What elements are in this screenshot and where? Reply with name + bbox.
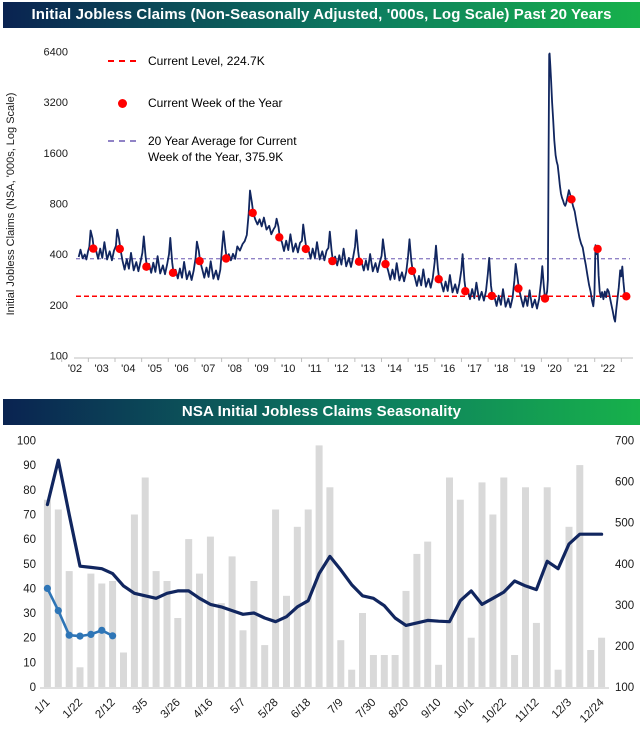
- seasonality-bar: [370, 655, 377, 687]
- seasonality-bar: [164, 581, 171, 687]
- current-week-dot: [355, 258, 363, 266]
- top-x-tick-label: '19: [520, 363, 536, 375]
- legend-average-label-line1: 20 Year Average for Current: [148, 134, 297, 148]
- seasonality-bar: [348, 670, 355, 687]
- seasonality-bar: [381, 655, 388, 687]
- bottom-left-tick-label: 30: [23, 608, 36, 621]
- seasonality-bar: [283, 596, 290, 687]
- seasonality-bar: [424, 542, 431, 687]
- seasonality-bar: [316, 445, 323, 687]
- top-y-tick-label: 400: [49, 249, 68, 262]
- current-week-dot: [435, 275, 443, 283]
- current-year-marker: [44, 585, 51, 592]
- current-week-dot: [275, 233, 283, 241]
- top-x-tick-label: '22: [600, 363, 616, 375]
- legend-item-current-level: [108, 53, 265, 69]
- bottom-x-tick-label: 5/28: [256, 696, 281, 721]
- top-x-tick-label: '06: [174, 363, 189, 375]
- bottom-left-tick-label: 70: [23, 509, 36, 522]
- bottom-left-tick-label: 0: [29, 682, 36, 694]
- current-week-dot: [142, 263, 150, 271]
- current-week-dot: [408, 267, 416, 275]
- top-x-tick-label: '21: [574, 363, 589, 375]
- bottom-x-tick-label: 3/5: [130, 696, 151, 717]
- top-x-tick-label: '15: [414, 363, 429, 375]
- bottom-x-tick-label: 1/1: [32, 696, 53, 717]
- bottom-right-tick-label: 300: [615, 599, 635, 612]
- seasonality-bar: [272, 510, 279, 688]
- top-x-tick-label: '09: [254, 363, 269, 375]
- top-chart-title: Initial Jobless Claims (Non-Seasonally Adjusted, '000s, Log Scale) Past 20 Years: [3, 2, 640, 28]
- current-week-dot: [488, 292, 496, 300]
- seasonality-bar: [218, 603, 225, 687]
- legend-current-level-label: Current Level, 224.7K: [148, 54, 265, 68]
- current-week-dot: [567, 195, 575, 203]
- seasonality-bar: [403, 591, 410, 687]
- current-week-dot: [195, 257, 203, 265]
- top-x-tick-label: '14: [387, 363, 402, 375]
- current-year-marker: [55, 607, 62, 614]
- top-y-tick-label: 200: [49, 299, 68, 312]
- bottom-x-tick-label: 5/7: [228, 696, 249, 717]
- seasonality-bar: [153, 571, 160, 687]
- top-y-tick-label: 1600: [43, 147, 68, 160]
- bottom-x-tick-label: 12/3: [549, 696, 575, 721]
- bottom-left-tick-label: 20: [23, 632, 36, 645]
- top-x-tick-label: '18: [494, 363, 509, 375]
- seasonality-bar: [87, 574, 94, 687]
- top-y-tick-label: 6400: [43, 46, 68, 59]
- seasonality-bar: [555, 670, 562, 687]
- red-dot-icon: [118, 99, 127, 108]
- current-year-marker: [109, 632, 116, 639]
- current-week-dot: [622, 292, 630, 300]
- bottom-right-tick-label: 100: [615, 682, 635, 694]
- top-x-tick-label: '16: [440, 363, 456, 375]
- current-week-dot: [169, 269, 177, 277]
- seasonality-bar: [468, 638, 475, 687]
- bottom-x-tick-label: 4/16: [191, 696, 216, 721]
- top-x-tick-label: '12: [334, 363, 349, 375]
- bottom-x-tick-label: 7/9: [326, 696, 346, 717]
- seasonality-bar: [142, 478, 149, 688]
- seasonality-bar: [196, 574, 203, 687]
- seasonality-bar: [533, 623, 540, 687]
- bottom-x-tick-label: 7/30: [354, 696, 379, 721]
- seasonal-average-line: [47, 460, 601, 625]
- seasonality-bar: [500, 478, 507, 688]
- bottom-right-tick-label: 600: [615, 476, 635, 489]
- top-x-tick-label: '17: [467, 363, 482, 375]
- current-week-dot: [593, 245, 601, 253]
- seasonality-bar: [457, 500, 464, 687]
- bottom-left-tick-label: 50: [23, 558, 36, 571]
- bottom-chart-title: NSA Initial Jobless Claims Seasonality: [3, 399, 640, 425]
- seasonality-bar: [261, 645, 268, 687]
- bottom-x-tick-label: 6/18: [289, 696, 314, 721]
- bottom-x-tick-label: 11/12: [513, 696, 542, 725]
- current-week-dot: [116, 245, 124, 253]
- seasonality-bar: [446, 478, 453, 688]
- red-dashed-line-icon: [108, 60, 136, 62]
- current-week-dot: [302, 245, 310, 253]
- seasonality-bar: [98, 584, 105, 688]
- seasonality-bar: [511, 655, 518, 687]
- bottom-right-tick-label: 400: [615, 558, 635, 571]
- legend-average-label-line2: Week of the Year, 375.9K: [148, 150, 284, 164]
- current-week-dot: [541, 294, 549, 302]
- legend-current-week-label: Current Week of the Year: [148, 96, 283, 110]
- seasonality-bar: [337, 640, 344, 687]
- legend-item-current-week: [108, 95, 283, 111]
- legend-average-label: [148, 133, 297, 165]
- top-x-tick-label: '07: [201, 363, 216, 375]
- seasonality-bar: [250, 581, 257, 687]
- bottom-x-tick-label: 12/24: [577, 696, 607, 726]
- top-x-tick-label: '13: [360, 363, 376, 375]
- bottom-left-tick-label: 10: [23, 657, 36, 670]
- seasonality-bar: [435, 665, 442, 687]
- current-year-marker: [87, 631, 94, 638]
- top-x-tick-label: '20: [547, 363, 562, 375]
- top-x-tick-label: '08: [227, 363, 243, 375]
- bottom-left-tick-label: 60: [23, 534, 36, 547]
- bottom-right-tick-label: 500: [615, 517, 635, 530]
- top-y-tick-label: 800: [49, 198, 68, 211]
- bottom-x-tick-label: 10/22: [480, 696, 509, 726]
- top-x-tick-label: '02: [67, 363, 83, 375]
- claims-line: [79, 54, 627, 322]
- bottom-x-tick-label: 9/10: [419, 696, 444, 721]
- current-week-dot: [381, 260, 389, 268]
- current-year-marker: [76, 633, 83, 640]
- seasonality-bar: [544, 487, 551, 687]
- seasonality-bar: [326, 487, 333, 687]
- seasonality-bar: [55, 510, 62, 688]
- current-week-dot: [89, 244, 97, 252]
- top-chart-y-axis-title: Initial Jobless Claims (NSA, '000s, Log Scale): [5, 92, 17, 316]
- bottom-chart-plot: [40, 445, 609, 688]
- top-y-tick-label: 100: [49, 350, 68, 363]
- top-x-tick-label: '11: [308, 363, 322, 375]
- bottom-left-tick-label: 90: [23, 460, 36, 473]
- legend-item-average: [108, 133, 297, 165]
- bottom-right-tick-label: 200: [615, 640, 635, 653]
- bottom-x-tick-label: 1/22: [60, 696, 86, 721]
- seasonality-bar: [120, 653, 127, 688]
- seasonality-bar: [185, 539, 192, 687]
- seasonality-bar: [77, 667, 84, 687]
- seasonality-bar: [587, 650, 594, 687]
- top-x-tick-label: '03: [94, 363, 109, 375]
- bottom-left-tick-label: 100: [16, 435, 36, 448]
- bottom-left-tick-label: 80: [23, 484, 36, 497]
- bottom-x-tick-label: 3/26: [158, 696, 183, 721]
- bottom-x-tick-label: 10/1: [451, 696, 477, 721]
- seasonality-bar: [359, 613, 366, 687]
- purple-dashed-line-icon: [108, 140, 136, 142]
- top-x-tick-label: '05: [147, 363, 163, 375]
- seasonality-bar: [207, 537, 214, 687]
- top-x-tick-label: '10: [281, 363, 296, 375]
- current-week-dot: [328, 257, 336, 265]
- seasonality-bar: [598, 638, 605, 687]
- seasonality-bar: [576, 465, 583, 687]
- seasonality-bar: [479, 482, 486, 687]
- current-year-marker: [66, 632, 73, 639]
- current-week-dot: [222, 254, 230, 262]
- current-week-dot: [514, 284, 522, 292]
- bottom-right-tick-label: 700: [615, 435, 635, 448]
- seasonality-bar: [174, 618, 181, 687]
- bottom-x-tick-label: 2/12: [93, 696, 118, 721]
- seasonality-bar: [413, 554, 420, 687]
- top-y-tick-label: 3200: [43, 97, 68, 110]
- top-x-tick-label: '04: [121, 363, 136, 375]
- seasonality-bar: [392, 655, 399, 687]
- current-week-dot: [461, 287, 469, 295]
- current-year-marker: [98, 627, 105, 634]
- bottom-left-tick-label: 40: [23, 583, 36, 596]
- seasonality-bar: [229, 556, 236, 687]
- current-week-dot: [249, 209, 257, 217]
- bottom-x-tick-label: 8/20: [386, 696, 412, 721]
- seasonality-bar: [131, 515, 138, 688]
- seasonality-bar: [240, 630, 247, 687]
